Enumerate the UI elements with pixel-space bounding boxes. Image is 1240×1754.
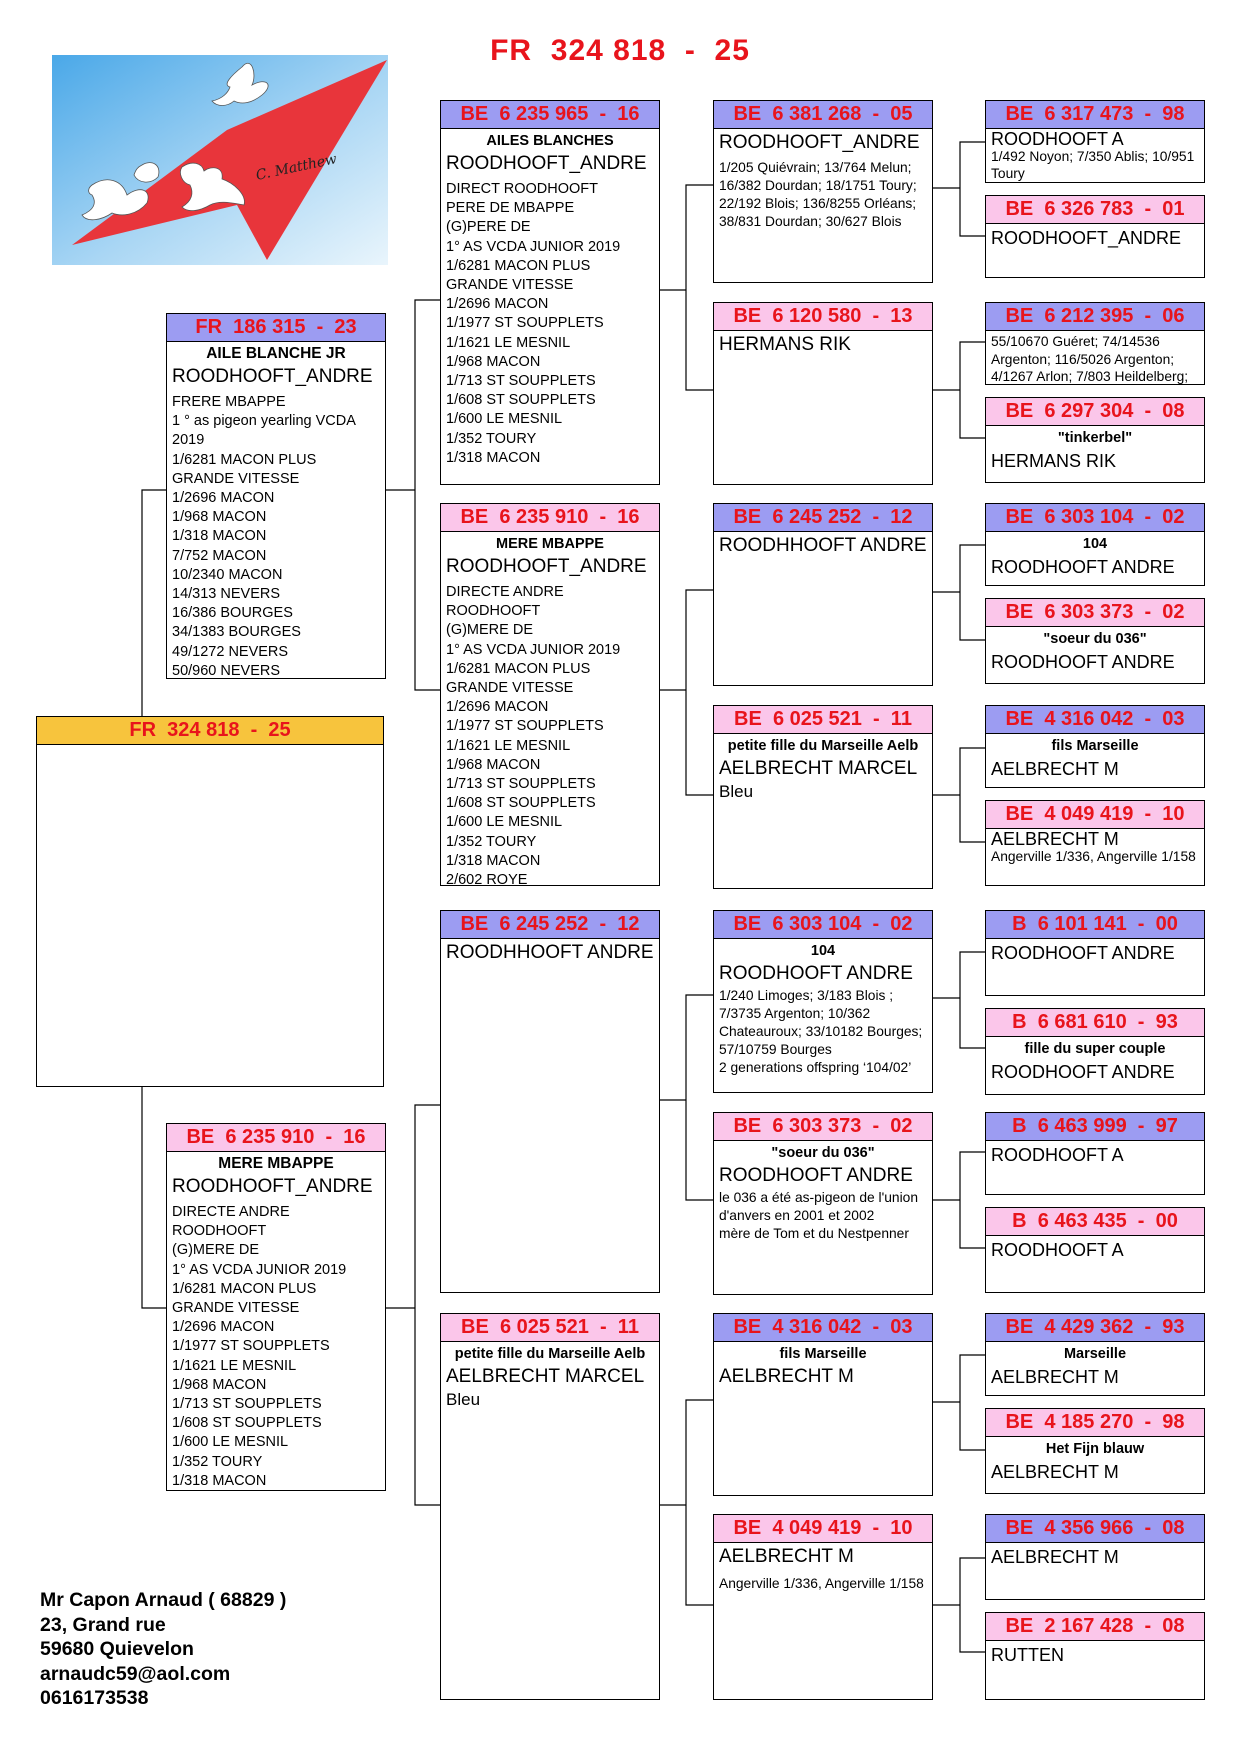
sss-ring: BE 6 381 268 - 05: [714, 101, 932, 129]
g5-ring-5: BE 6 303 104 - 02: [986, 504, 1204, 532]
g5-card-5: [985, 503, 1205, 586]
sire-card: [166, 313, 386, 679]
g5-owner-6: ROODHOOFT ANDRE: [991, 652, 1175, 672]
subject-card: [36, 716, 384, 1087]
sss-card: [713, 100, 933, 283]
sire-sire-nickname: AILES BLANCHES: [486, 133, 614, 149]
g5-card-14: [985, 1408, 1205, 1494]
g5-nickname-5: 104: [1082, 536, 1108, 552]
dam-dam-card: [440, 1313, 660, 1700]
sds-owner: ROODHHOOFT ANDRE: [719, 535, 927, 556]
breeder-address: [40, 1588, 286, 1711]
page-title: FR 324 818 - 25: [490, 34, 750, 67]
g5-owner-12: ROODHOOFT A: [991, 1240, 1124, 1260]
dsd-notes: le 036 a été as-pigeon de l'union d'anvers en 2001 et 2002 mère de Tom et du Nestpenner: [719, 1190, 919, 1241]
sire-dam-notes: DIRECTE ANDRE ROODHOOFT (G)MERE DE 1° AS VCDA JUNIOR 2019 1/6281 MACON PLUS GRANDE VITESSE 1/2696 MACON 1/1977 ST SOUPPLETS 1/1621 LE MESNIL 1/968 MACON 1/713 ST SOUPPLETS 1/608 ST SOUPPLETS 1/600 LE MESNIL 1/352 TOURY 1/318 MACON 2/602 ROYE: [446, 584, 621, 889]
g5-card-13: [985, 1313, 1205, 1396]
sdd-ring: BE 6 025 521 - 11: [714, 706, 932, 734]
sire-sire-ring: BE 6 235 965 - 16: [441, 101, 659, 129]
sire-sire-owner: ROODHOOFT_ANDRE: [446, 153, 647, 174]
g5-ring-1: BE 6 317 473 - 98: [986, 101, 1204, 129]
g5-card-10: [985, 1008, 1205, 1095]
g5-card-4: [985, 397, 1205, 483]
g5-owner-16: RUTTEN: [991, 1645, 1064, 1665]
breeder-name: Mr Capon Arnaud ( 68829 ): [40, 1589, 287, 1611]
breeder-phone: 0616173538: [40, 1687, 149, 1709]
g5-card-8: [985, 800, 1205, 886]
sds-ring: BE 6 245 252 - 12: [714, 504, 932, 532]
g5-nickname-13: Marseille: [1063, 1346, 1127, 1362]
g5-ring-6: BE 6 303 373 - 02: [986, 599, 1204, 627]
dsd-owner: ROODHOOFT ANDRE: [719, 1165, 913, 1186]
dam-nickname: MERE MBAPPE: [218, 1155, 334, 1172]
ssd-owner: HERMANS RIK: [719, 334, 851, 355]
g5-card-11: [985, 1112, 1205, 1195]
g5-nickname-4: "tinkerbel": [1057, 430, 1133, 446]
g5-card-16: [985, 1612, 1205, 1700]
g5-ring-15: BE 4 356 966 - 08: [986, 1515, 1204, 1543]
sire-sire-card: [440, 100, 660, 485]
sds-card: [713, 503, 933, 686]
g5-nickname-7: fils Marseille: [1051, 738, 1139, 754]
logo-signature: C. Matthew: [254, 151, 339, 184]
sdd-card: [713, 705, 933, 889]
dds-ring: BE 4 316 042 - 03: [714, 1314, 932, 1342]
g5-owner-7: AELBRECHT M: [991, 759, 1119, 779]
g5-owner-5: ROODHOOFT ANDRE: [991, 557, 1175, 577]
dsd-ring: BE 6 303 373 - 02: [714, 1113, 932, 1141]
ddd-notes: Angerville 1/336, Angerville 1/158: [719, 1576, 924, 1591]
g5-ring-16: BE 2 167 428 - 08: [986, 1613, 1204, 1641]
dam-dam-ring: BE 6 025 521 - 11: [441, 1314, 659, 1342]
breeder-street: 23, Grand rue: [40, 1613, 166, 1636]
dam-dam-owner: AELBRECHT MARCEL: [446, 1366, 645, 1387]
ddd-ring: BE 4 049 419 - 10: [714, 1515, 932, 1543]
g5-nickname-14: Het Fijn blauw: [1045, 1441, 1145, 1457]
dsd-nickname: "soeur du 036": [771, 1145, 875, 1161]
dam-owner: ROODHOOFT_ANDRE: [172, 1176, 373, 1197]
g5-card-2: [985, 195, 1205, 278]
g5-card-6: [985, 598, 1205, 684]
g5-ring-11: B 6 463 999 - 97: [986, 1113, 1204, 1141]
sire-dam-card: [440, 503, 660, 889]
ddd-owner: AELBRECHT M: [719, 1546, 854, 1567]
g5-card-7: [985, 705, 1205, 788]
g5-card-9: [985, 910, 1205, 996]
breeder-email[interactable]: arnaudc59@aol.com: [40, 1662, 231, 1685]
sss-notes: 1/205 Quiévrain; 13/764 Melun; 16/382 Dourdan; 18/1751 Toury; 22/192 Blois; 136/8255 Orléans; 38/831 Dourdan; 30/627 Blois: [719, 160, 917, 229]
dss-nickname: 104: [810, 943, 836, 959]
sire-dam-nickname: MERE MBAPPE: [496, 536, 604, 552]
dsd-card: [713, 1112, 933, 1295]
dss-ring: BE 6 303 104 - 02: [714, 911, 932, 939]
sire-nickname: AILE BLANCHE JR: [206, 345, 346, 362]
g5-nickname-6: "soeur du 036": [1043, 631, 1147, 647]
dam-sire-ring: BE 6 245 252 - 12: [441, 911, 659, 939]
g5-owner-10: ROODHOOFT ANDRE: [991, 1062, 1175, 1082]
g5-ring-4: BE 6 297 304 - 08: [986, 398, 1204, 426]
g5-card-15: [985, 1514, 1205, 1600]
g5-ring-12: B 6 463 435 - 00: [986, 1208, 1204, 1236]
g5-ring-14: BE 4 185 270 - 98: [986, 1409, 1204, 1437]
g5-owner-13: AELBRECHT M: [991, 1367, 1119, 1387]
sdd-nickname: petite fille du Marseille Aelb: [727, 738, 919, 754]
sire-sire-notes: DIRECT ROODHOOFT PERE DE MBAPPE (G)PERE DE 1° AS VCDA JUNIOR 2019 1/6281 MACON PLUS GRANDE VITESSE 1/2696 MACON 1/1977 ST SOUPPLETS 1/1621 LE MESNIL 1/968 MACON 1/713 ST SOUPPLETS 1/608 ST SOUPPLETS 1/600 LE MESNIL 1/352 TOURY 1/318 MACON: [446, 181, 621, 466]
dss-card: [713, 910, 933, 1093]
g5-nickname-10: fille du super couple: [1024, 1041, 1166, 1057]
sire-ring: FR 186 315 - 23: [167, 314, 385, 342]
g5-ring-2: BE 6 326 783 - 01: [986, 196, 1204, 224]
g5-card-3: [985, 302, 1205, 385]
dds-owner: AELBRECHT M: [719, 1366, 854, 1387]
g5-notes-1: 1/492 Noyon; 7/350 Ablis; 10/951 Toury: [991, 149, 1195, 181]
sire-dam-ring: BE 6 235 910 - 16: [441, 504, 659, 532]
dam-dam-colour: Bleu: [446, 1390, 481, 1409]
g5-card-1: [985, 100, 1205, 183]
g5-card-12: [985, 1207, 1205, 1293]
g5-owner-11: ROODHOOFT A: [991, 1145, 1124, 1165]
dss-owner: ROODHOOFT ANDRE: [719, 963, 913, 984]
sss-owner: ROODHOOFT_ANDRE: [719, 132, 920, 153]
dam-notes: DIRECTE ANDRE ROODHOOFT (G)MERE DE 1° AS VCDA JUNIOR 2019 1/6281 MACON PLUS GRANDE VITESSE 1/2696 MACON 1/1977 ST SOUPPLETS 1/1621 LE MESNIL 1/968 MACON 1/713 ST SOUPPLETS 1/608 ST SOUPPLETS 1/600 LE MESNIL 1/352 TOURY 1/318 MACON: [172, 1204, 347, 1489]
g5-ring-10: B 6 681 610 - 93: [986, 1009, 1204, 1037]
g5-owner-4: HERMANS RIK: [991, 451, 1117, 471]
sdd-owner: AELBRECHT MARCEL: [719, 758, 918, 779]
sire-owner: ROODHOOFT_ANDRE: [172, 366, 373, 387]
dam-dam-nickname: petite fille du Marseille Aelb: [454, 1346, 646, 1362]
g5-notes-3: 55/10670 Guéret; 74/14536 Argenton; 116/5026 Argenton; 4/1267 Arlon; 7/803 Heildelberg;: [991, 334, 1189, 384]
g5-owner-2: ROODHOOFT_ANDRE: [991, 228, 1182, 248]
g5-ring-13: BE 4 429 362 - 93: [986, 1314, 1204, 1342]
g5-owner-14: AELBRECHT M: [991, 1462, 1119, 1482]
g5-ring-9: B 6 101 141 - 00: [986, 911, 1204, 939]
g5-ring-7: BE 4 316 042 - 03: [986, 706, 1204, 734]
dds-card: [713, 1313, 933, 1496]
sire-dam-owner: ROODHOOFT_ANDRE: [446, 556, 647, 577]
sdd-colour: Bleu: [719, 782, 754, 801]
g5-ring-3: BE 6 212 395 - 06: [986, 303, 1204, 331]
dss-notes: 1/240 Limoges; 3/183 Blois ; 7/3735 Argenton; 10/362 Chateauroux; 33/10182 Bourges; 57/10759 Bourges 2 generations offspring ‘104/02’: [719, 988, 923, 1075]
g5-owner-8: AELBRECHT M: [991, 829, 1119, 849]
dam-sire-card: [440, 910, 660, 1293]
dam-card: [166, 1123, 386, 1491]
sire-notes: FRERE MBAPPE 1 ° as pigeon yearling VCDA 2019 1/6281 MACON PLUS GRANDE VITESSE 1/2696 MACON 1/968 MACON 1/318 MACON 7/752 MACON 10/2340 MACON 14/313 NEVERS 16/386 BOURGES 34/1383 BOURGES 49/1272 NEVERS 50/960 NEVERS: [172, 394, 356, 679]
dam-ring: BE 6 235 910 - 16: [167, 1124, 385, 1152]
dds-nickname: fils Marseille: [779, 1346, 867, 1362]
g5-notes-8: Angerville 1/336, Angerville 1/158: [991, 849, 1196, 864]
g5-owner-1: ROODHOOFT A: [991, 129, 1124, 149]
ssd-card: [713, 302, 933, 485]
ssd-ring: BE 6 120 580 - 13: [714, 303, 932, 331]
g5-owner-9: ROODHOOFT ANDRE: [991, 943, 1175, 963]
ddd-card: [713, 1514, 933, 1700]
breeder-city: 59680 Quievelon: [40, 1638, 194, 1660]
dam-sire-owner: ROODHHOOFT ANDRE: [446, 942, 654, 963]
subject-ring: FR 324 818 - 25: [37, 717, 383, 745]
g5-owner-15: AELBRECHT M: [991, 1547, 1119, 1567]
g5-ring-8: BE 4 049 419 - 10: [986, 801, 1204, 829]
